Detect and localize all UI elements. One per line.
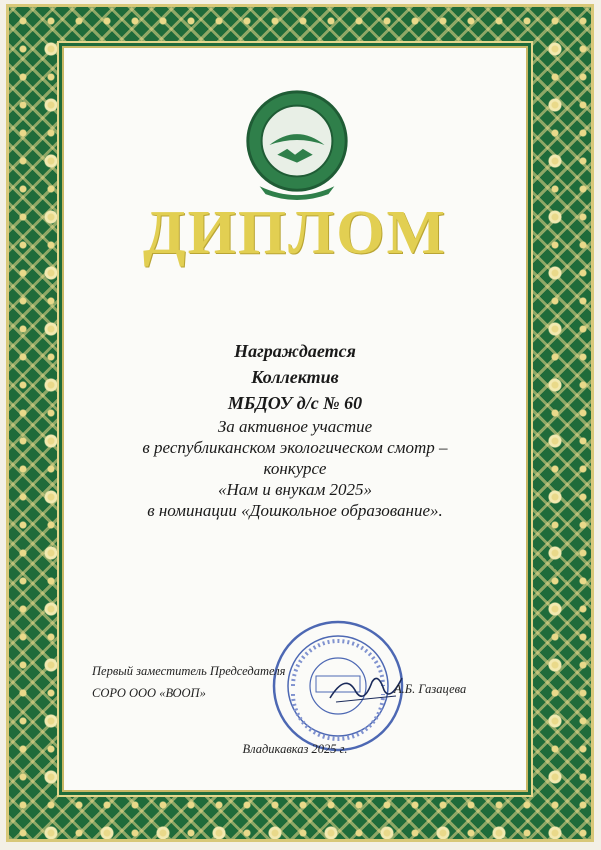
signatory-position-line1: Первый заместитель Председателя (92, 664, 286, 678)
award-line-recipient: МБДОУ д/с № 60 (227, 393, 363, 413)
diploma-content-area (62, 46, 528, 792)
signatory-position (92, 660, 286, 704)
award-line-awarded: Награждается (234, 341, 356, 361)
place-and-date: Владикавказ 2025 г. (242, 742, 348, 756)
award-line-contest-name: «Нам и внукам 2025» (217, 480, 373, 499)
award-line-contest: в республиканском экологическом смотр – (142, 438, 448, 457)
signatory-position-line2: СОРО ООО «ВООП» (92, 686, 206, 700)
award-line-nomination: в номинации «Дошкольное образование». (147, 501, 443, 520)
award-text (64, 338, 526, 521)
diploma-title: ДИПЛОМ (142, 199, 448, 267)
signatory-name: А.Б. Газацева (394, 682, 467, 696)
award-line-contest-cont: конкурсе (263, 459, 327, 478)
award-line-collective: Коллектив (251, 367, 339, 387)
society-emblem-icon (238, 84, 356, 202)
award-line-participation: За активное участие (217, 417, 373, 436)
